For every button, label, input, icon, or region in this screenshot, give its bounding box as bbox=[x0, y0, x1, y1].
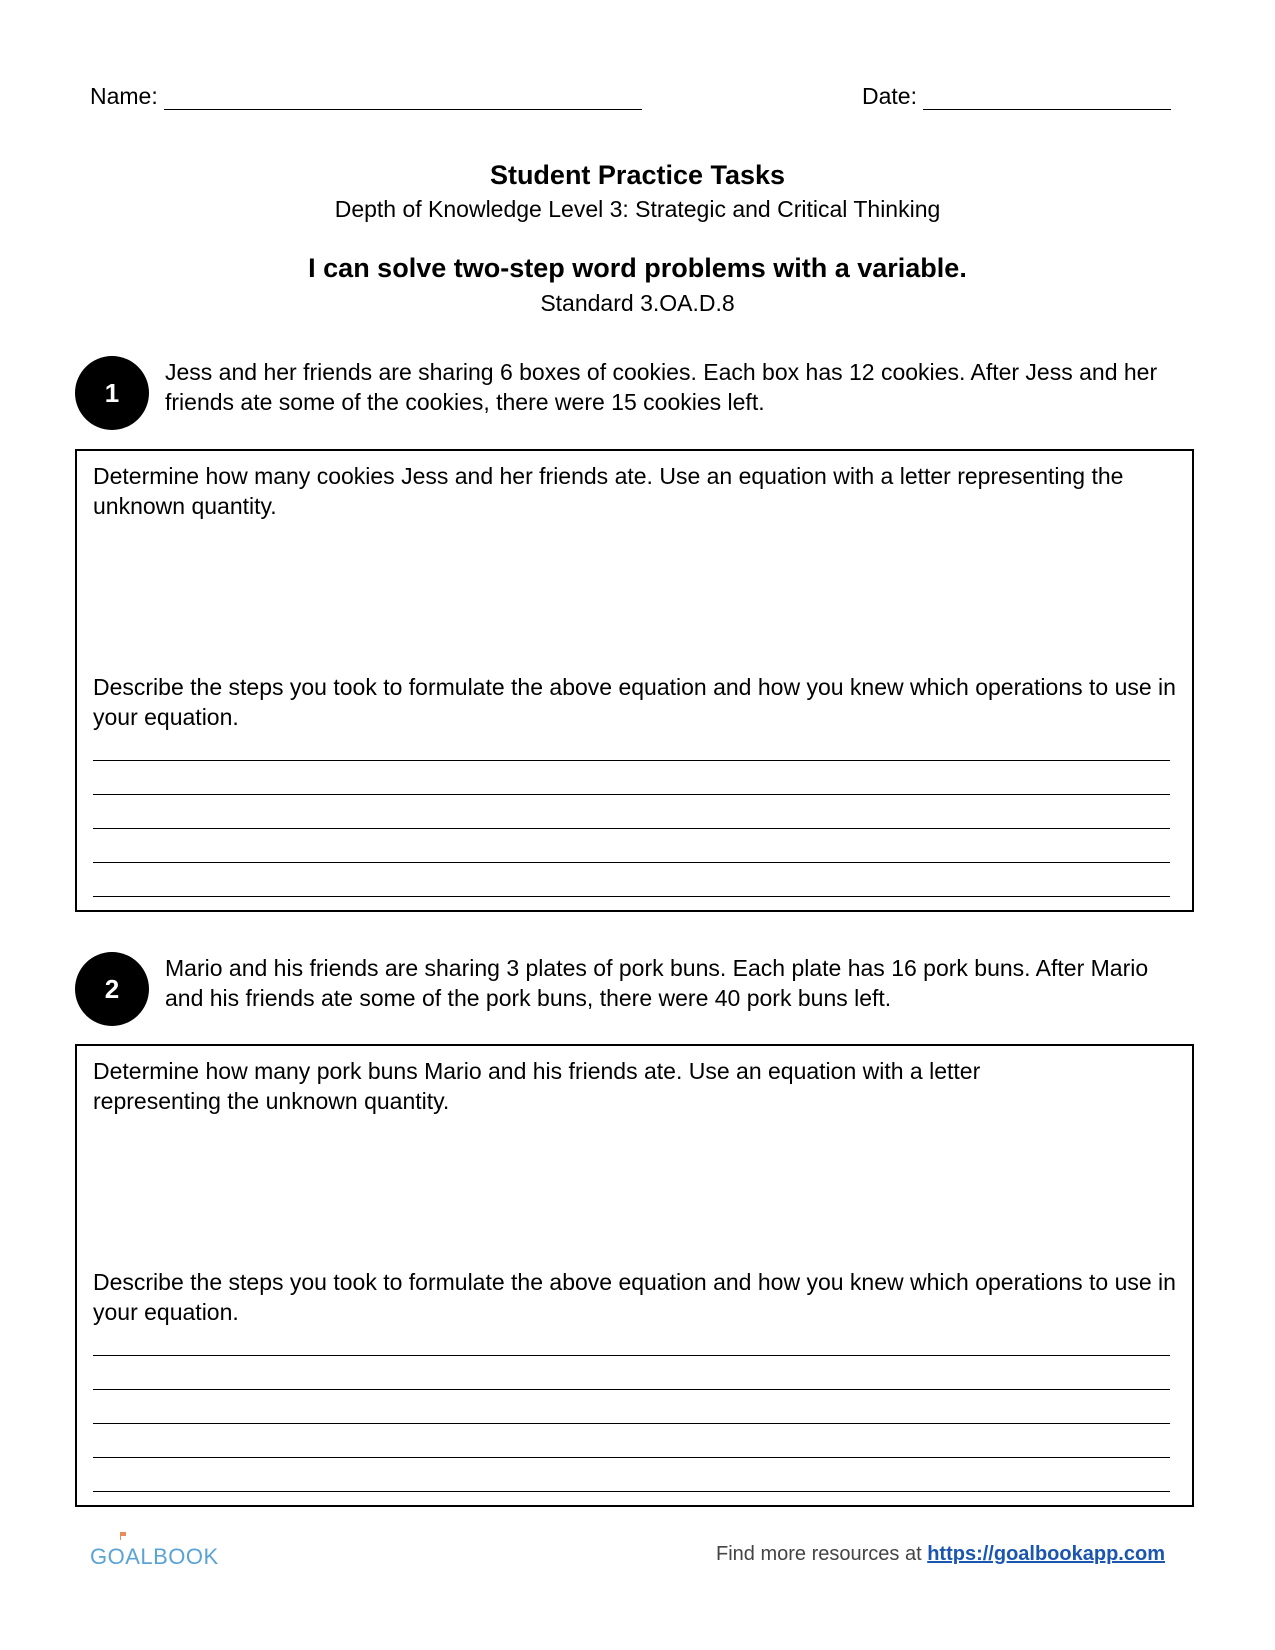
equation-prompt: Determine how many pork buns Mario and his friends ate. Use an equation with a letter representing the unknown quantity. bbox=[93, 1058, 981, 1114]
answer-line[interactable] bbox=[93, 1389, 1170, 1390]
task-box bbox=[75, 1044, 1194, 1507]
explanation-prompt: Describe the steps you took to formulate the above equation and how you knew which operations to use in your equation. bbox=[93, 674, 1176, 730]
goalbook-link[interactable]: https://goalbookapp.com bbox=[927, 1543, 1165, 1565]
task-box bbox=[75, 449, 1194, 912]
logo-text: GOALBOOK bbox=[90, 1544, 219, 1569]
page-title: Student Practice Tasks bbox=[489, 160, 786, 190]
explanation-prompt: Describe the steps you took to formulate the above equation and how you knew which operations to use in your equation. bbox=[93, 1269, 1176, 1325]
date-field[interactable] bbox=[862, 83, 1171, 110]
problem-statement: Mario and his friends are sharing 3 plates of pork buns. Each plate has 16 pork buns. After Mario and his friends ate some of the pork buns, there were 40 pork buns left. bbox=[165, 955, 1149, 1011]
footer-resources bbox=[716, 1543, 1165, 1566]
name-label: Name: bbox=[90, 83, 158, 109]
answer-line[interactable] bbox=[93, 1423, 1170, 1424]
flag-icon bbox=[120, 1532, 127, 1540]
answer-line[interactable] bbox=[93, 794, 1170, 795]
name-blank-line[interactable] bbox=[164, 87, 642, 110]
answer-line[interactable] bbox=[93, 862, 1170, 863]
standard-label: Standard 3.OA.D.8 bbox=[540, 290, 735, 316]
answer-line[interactable] bbox=[93, 760, 1170, 761]
equation-prompt: Determine how many cookies Jess and her friends ate. Use an equation with a letter representing the unknown quantity. bbox=[93, 463, 1124, 519]
answer-line[interactable] bbox=[93, 1491, 1170, 1492]
problem-statement: Jess and her friends are sharing 6 boxes of cookies. Each box has 12 cookies. After Jess and her friends ate some of the cookies, there were 15 cookies left. bbox=[165, 359, 1158, 415]
resources-text: Find more resources at bbox=[716, 1543, 922, 1565]
date-label: Date: bbox=[862, 83, 917, 109]
page-subtitle: Depth of Knowledge Level 3: Strategic and Critical Thinking bbox=[334, 196, 941, 222]
goalbook-logo bbox=[90, 1544, 219, 1570]
name-field[interactable] bbox=[90, 83, 642, 110]
date-blank-line[interactable] bbox=[923, 87, 1171, 110]
answer-line[interactable] bbox=[93, 896, 1170, 897]
problem-number-badge: 1 bbox=[75, 356, 149, 430]
learning-objective: I can solve two-step word problems with a variable. bbox=[308, 253, 967, 283]
answer-line[interactable] bbox=[93, 828, 1170, 829]
answer-line[interactable] bbox=[93, 1355, 1170, 1356]
answer-line[interactable] bbox=[93, 1457, 1170, 1458]
problem-number-badge: 2 bbox=[75, 952, 149, 1026]
